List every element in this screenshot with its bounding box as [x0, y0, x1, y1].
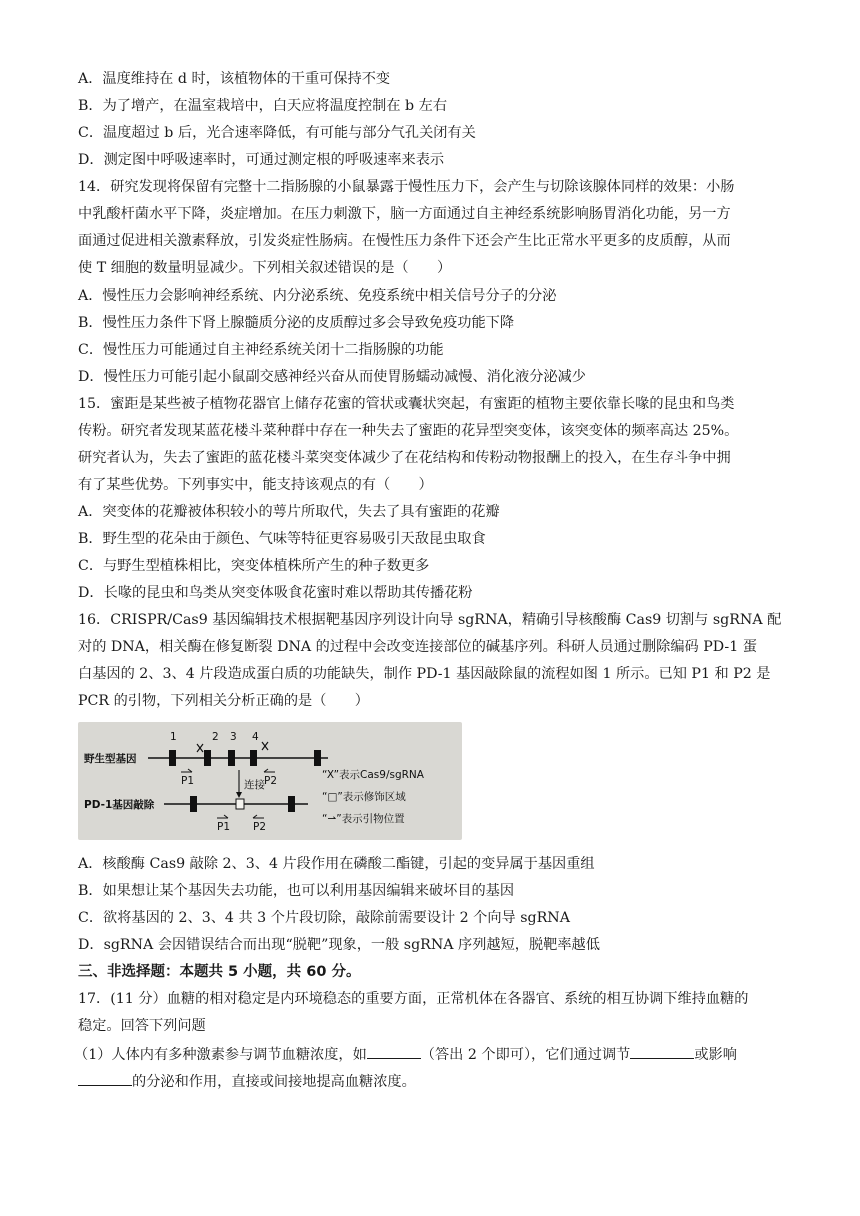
exon-1	[169, 750, 176, 766]
q17-sub1-text-b: （答出 2 个即可），它们通过调节	[420, 1047, 631, 1063]
primer-p1-arrow-bottom	[217, 815, 228, 818]
primer-p1-label-bottom: P1	[217, 821, 231, 833]
q17-sub1-line-2	[78, 1071, 416, 1091]
answer-blank-secretion[interactable]	[78, 1071, 132, 1086]
q14-option-c: C．慢性压力可能通过自主神经系统关闭十二指肠腺的功能	[78, 342, 444, 358]
knockout-label: PD-1基因敲除	[84, 799, 155, 811]
q16-stem-line-4: PCR 的引物，下列相关分析正确的是（ ）	[78, 693, 369, 709]
q15-stem-line-1: 15．蜜距是某些被子植物花器官上储存花蜜的管状或囊状突起，有蜜距的植物主要依靠长喙的昆虫和鸟类	[78, 396, 735, 412]
answer-blank-regulate[interactable]	[630, 1044, 694, 1059]
segment-label-3: 3	[230, 731, 237, 743]
q16-stem-line-2: 对的 DNA，相关酶在修复断裂 DNA 的过程中会改变连接部位的碱基序列。科研人员通过删除编码 PD-1 蛋	[78, 639, 757, 655]
q14-stem-line-2: 中乳酸杆菌水平下降，炎症增加。在压力刺激下，脑一方面通过自主神经系统影响肠胃消化功能，另一方	[78, 206, 731, 222]
primer-p1-arrow-top	[181, 769, 192, 772]
q17-sub1-line-1	[74, 1044, 737, 1064]
q14-option-d: D．慢性压力可能引起小鼠副交感神经兴奋从而使胃肠蠕动减慢、消化液分泌减少	[78, 369, 586, 385]
primer-p2-arrow-bottom	[253, 815, 264, 818]
q14-option-a: A．慢性压力会影响神经系统、内分泌系统、免疫系统中相关信号分子的分泌	[78, 288, 557, 304]
q14-stem-line-1: 14．研究发现将保留有完整十二指肠腺的小鼠暴露于慢性压力下，会产生与切除该腺体同样的效果：小肠	[78, 179, 735, 195]
ligation-arrow	[236, 770, 242, 798]
section-3-heading: 三、非选择题：本题共 5 小题，共 60 分。	[78, 964, 361, 980]
q16-stem-line-1: 16．CRISPR/Cas9 基因编辑技术根据靶基因序列设计向导 sgRNA，精确引导核酸酶 Cas9 切割与 sgRNA 配	[78, 612, 782, 628]
ko-exon-1	[190, 796, 197, 812]
q15-option-b: B．野生型的花朵由于颜色、气味等特征更容易吸引天敌昆虫取食	[78, 531, 486, 547]
q17-stem-line-1: 17．(11 分）血糖的相对稳定是内环境稳态的重要方面，正常机体在各器官、系统的相互协调下维持血糖的	[78, 991, 749, 1007]
q16-option-d: D．sgRNA 会因错误结合而出现“脱靶”现象，一般 sgRNA 序列越短，脱靶率越低	[78, 937, 600, 953]
exon-4	[250, 750, 257, 766]
answer-blank-hormones[interactable]	[367, 1044, 421, 1059]
modified-region-box	[236, 799, 244, 809]
primer-p2-label-top: P2	[264, 775, 278, 787]
wild-type-label: 野生型基因	[84, 753, 137, 765]
q17-sub1-text-d: 的分泌和作用，直接或间接地提高血糖浓度。	[132, 1074, 416, 1090]
q14-option-b: B．慢性压力条件下肾上腺髓质分泌的皮质醇过多会导致免疫功能下降	[78, 315, 515, 331]
cas9-cut-mark-right	[262, 742, 268, 750]
exon-5	[314, 750, 321, 766]
q13-option-b: B．为了增产，在温室栽培中，白天应将温度控制在 b 左右	[78, 98, 448, 114]
q15-option-a: A．突变体的花瓣被体积较小的萼片所取代，失去了具有蜜距的花瓣	[78, 504, 500, 520]
q14-stem-line-3: 面通过促进相关激素释放，引发炎症性肠病。在慢性压力条件下还会产生比正常水平更多的皮质醇，从而	[78, 233, 731, 249]
legend-cas9: “X”表示Cas9/sgRNA	[322, 769, 424, 781]
q16-stem-line-3: 白基因的 2、3、4 片段造成蛋白质的功能缺失，制作 PD-1 基因敲除鼠的流程如图 1 所示。已知 P1 和 P2 是	[78, 666, 771, 682]
cas9-cut-mark-left	[197, 744, 203, 752]
segment-label-4: 4	[252, 731, 259, 743]
q13-option-c: C．温度超过 b 后，光合速率降低，有可能与部分气孔关闭有关	[78, 125, 476, 141]
q16-option-a: A．核酸酶 Cas9 敲除 2、3、4 片段作用在磷酸二酯键，引起的变异属于基因重组	[78, 856, 595, 872]
ligation-label: 连接	[244, 779, 265, 791]
primer-p1-label-top: P1	[181, 775, 195, 787]
q17-sub1-text-a: （1）人体内有多种激素参与调节血糖浓度，如	[74, 1047, 367, 1063]
q15-stem-line-2: 传粉。研究者发现某蓝花楼斗菜种群中存在一种失去了蜜距的花异型突变体，该突变体的频率高达 25%。	[78, 423, 739, 439]
knockout-diagram	[78, 722, 462, 840]
exon-2	[204, 750, 211, 766]
ko-exon-5	[288, 796, 295, 812]
q13-option-d: D．测定图中呼吸速率时，可通过测定根的呼吸速率来表示	[78, 152, 445, 168]
q17-stem-line-2: 稳定。回答下列问题	[78, 1018, 206, 1034]
segment-label-2: 2	[212, 731, 219, 743]
q17-sub1-text-c: 或影响	[694, 1047, 737, 1063]
knockout-figure	[78, 722, 462, 840]
q14-stem-line-4: 使 T 细胞的数量明显减少。下列相关叙述错误的是（ ）	[78, 260, 452, 276]
q15-stem-line-4: 有了某些优势。下列事实中，能支持该观点的有（ ）	[78, 477, 433, 493]
exon-3	[228, 750, 235, 766]
segment-label-1: 1	[170, 731, 177, 743]
primer-p2-label-bottom: P2	[253, 821, 267, 833]
legend-modified-region: “□”表示修饰区域	[322, 791, 406, 803]
primer-p2-arrow-top	[264, 769, 275, 772]
q16-option-b: B．如果想让某个基因失去功能，也可以利用基因编辑来破坏目的基因	[78, 883, 515, 899]
q16-option-c: C．欲将基因的 2、3、4 共 3 个片段切除，敲除前需要设计 2 个向导 sgRNA	[78, 910, 570, 926]
q15-option-d: D．长喙的昆虫和鸟类从突变体吸食花蜜时难以帮助其传播花粉	[78, 585, 473, 601]
legend-primer-position: “⇀”表示引物位置	[322, 813, 405, 825]
q15-stem-line-3: 研究者认为，失去了蜜距的蓝花楼斗菜突变体减少了在花结构和传粉动物报酬上的投入，在生存斗争中拥	[78, 450, 731, 466]
q15-option-c: C．与野生型植株相比，突变体植株所产生的种子数更多	[78, 558, 430, 574]
q13-option-a: A．温度维持在 d 时，该植物体的干重可保持不变	[78, 71, 391, 87]
